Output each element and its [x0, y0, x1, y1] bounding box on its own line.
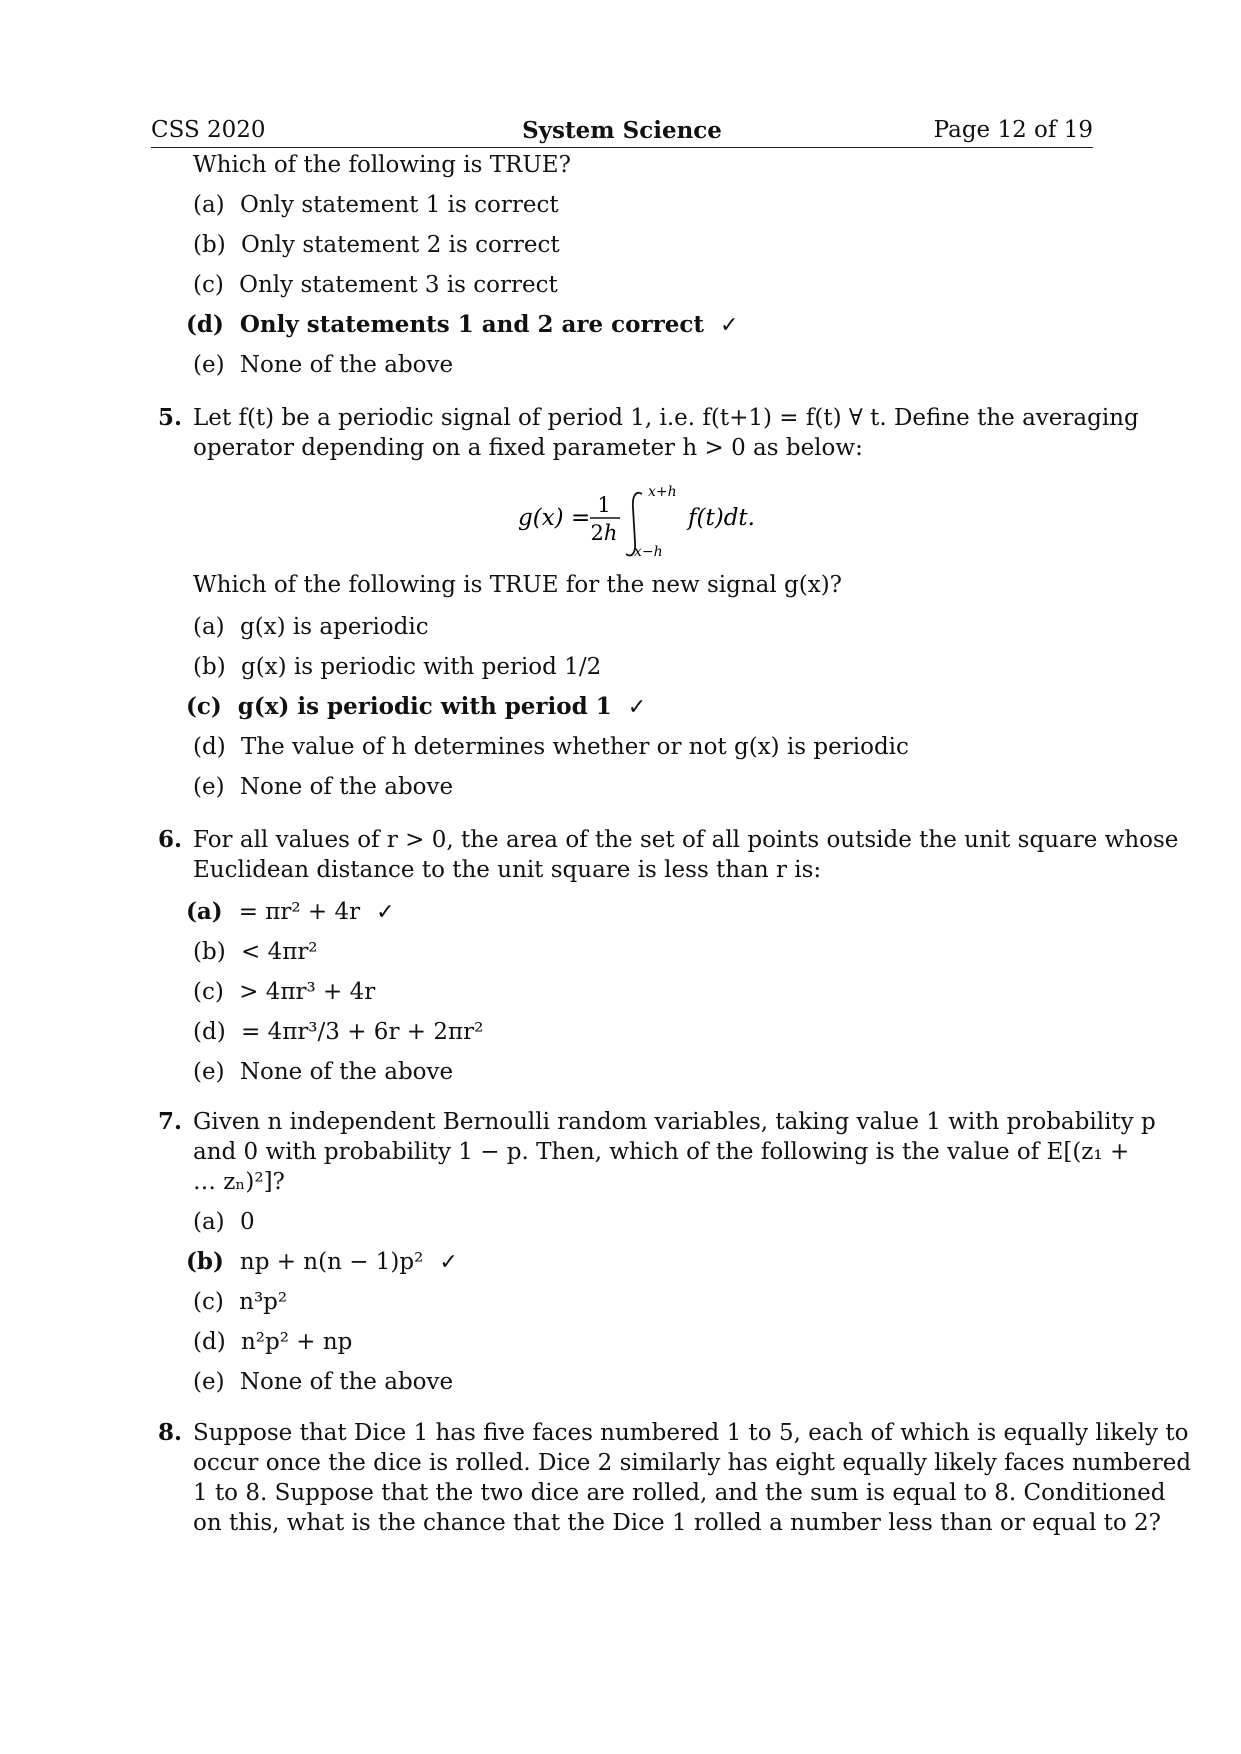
- option-text: Only statement 2 is correct: [240, 232, 560, 258]
- page-number: Page 12 of 19: [933, 117, 1093, 143]
- option-label: (c): [193, 1289, 224, 1315]
- q5-option-c-correct: [186, 692, 646, 723]
- option-label: (b): [193, 654, 226, 680]
- q5-option-b: [193, 652, 601, 682]
- q6-option-b: [193, 937, 318, 967]
- option-text: The value of h determines whether or not g(x) is periodic: [240, 734, 909, 760]
- option-label: (e): [193, 774, 225, 800]
- q6-option-d: [193, 1017, 483, 1047]
- q5-stem-line1: Let f(t) be a periodic signal of period 1, i.e. f(t+1) = f(t) ∀ t. Define the averaging: [193, 405, 1139, 431]
- q6-option-a-correct: [186, 897, 395, 928]
- option-label: (c): [193, 272, 224, 298]
- option-text: = 4πr³/3 + 6r + 2πr²: [240, 1019, 484, 1045]
- q7-option-b-correct: [186, 1247, 458, 1278]
- option-label: (e): [193, 1059, 225, 1085]
- option-text: = πr² + 4r: [238, 899, 361, 925]
- q6-option-e: [193, 1057, 453, 1087]
- option-text: < 4πr²: [240, 939, 318, 965]
- option-text: g(x) is periodic with period 1: [237, 693, 612, 720]
- option-text: n²p² + np: [240, 1329, 353, 1355]
- svg-text:g(x) =: g(x) =: [518, 505, 591, 531]
- q7-number: 7.: [158, 1108, 183, 1135]
- option-text: Only statement 3 is correct: [239, 272, 558, 298]
- q5-option-d: [193, 732, 909, 762]
- q4-option-a: [193, 190, 559, 220]
- q8-stem-line1: Suppose that Dice 1 has five faces numbered 1 to 5, each of which is equally likely to: [193, 1420, 1189, 1446]
- checkmark-icon: ✓: [720, 313, 739, 338]
- svg-text:2h: 2h: [590, 521, 618, 545]
- svg-text:x+h: x+h: [648, 484, 677, 500]
- checkmark-icon: ✓: [627, 695, 647, 720]
- option-text: g(x) is aperiodic: [239, 614, 429, 640]
- option-text: None of the above: [239, 1059, 454, 1085]
- q8-stem-line2: occur once the dice is rolled. Dice 2 similarly has eight equally likely faces numbered: [193, 1450, 1192, 1476]
- option-label: (a): [193, 1209, 225, 1235]
- exam-name: CSS 2020: [151, 117, 266, 143]
- option-label: (b): [193, 232, 226, 258]
- option-label: (c): [186, 693, 222, 720]
- option-label: (d): [193, 1019, 226, 1045]
- option-label: (d): [193, 1329, 226, 1355]
- option-label: (b): [193, 939, 226, 965]
- page-header: [151, 117, 1093, 148]
- svg-text:f(t)dt.: f(t)dt.: [688, 505, 755, 531]
- option-label: (e): [193, 1369, 225, 1395]
- q7-option-c: [193, 1287, 287, 1317]
- option-text: None of the above: [239, 774, 454, 800]
- option-text: g(x) is periodic with period 1/2: [240, 654, 602, 680]
- option-label: (a): [193, 614, 225, 640]
- q6-option-c: [193, 977, 375, 1007]
- option-label: (a): [193, 192, 225, 218]
- q7-option-d: [193, 1327, 352, 1357]
- q4-option-b: [193, 230, 560, 260]
- q5-number: 5.: [158, 404, 183, 431]
- checkmark-icon: ✓: [439, 1250, 458, 1275]
- option-text: np + n(n − 1)p²: [239, 1249, 424, 1275]
- option-label: (e): [193, 352, 225, 378]
- option-text: 0: [239, 1209, 255, 1235]
- integral-equation: [500, 480, 800, 560]
- q5-option-a: [193, 612, 429, 642]
- q8-stem-line4: on this, what is the chance that the Dice 1 rolled a number less than or equal to 2?: [193, 1510, 1162, 1536]
- option-label: (d): [186, 311, 224, 338]
- svg-text:x−h: x−h: [634, 544, 663, 560]
- q4-option-c: [193, 270, 558, 300]
- q5-equation: [500, 480, 800, 560]
- option-label: (c): [193, 979, 224, 1005]
- q7-stem-line3: … zₙ)²]?: [193, 1169, 285, 1195]
- q6-number: 6.: [158, 826, 183, 853]
- option-label: (a): [186, 898, 223, 925]
- option-text: None of the above: [239, 352, 454, 378]
- option-label: (b): [186, 1248, 224, 1275]
- q7-stem-line2: and 0 with probability 1 − p. Then, which of the following is the value of E[(z₁ +: [193, 1139, 1130, 1165]
- q7-option-a: [193, 1207, 255, 1237]
- q7-option-e: [193, 1367, 453, 1397]
- q7-stem-line1: Given n independent Bernoulli random variables, taking value 1 with probability p: [193, 1109, 1156, 1135]
- q4-option-d-correct: [186, 310, 738, 341]
- option-text: Only statement 1 is correct: [239, 192, 559, 218]
- subject-title: System Science: [522, 117, 722, 144]
- option-text: > 4πr³ + 4r: [239, 979, 376, 1005]
- svg-text:1: 1: [597, 493, 611, 517]
- option-text: Only statements 1 and 2 are correct: [239, 311, 704, 338]
- q4-option-e: [193, 350, 453, 380]
- option-text: None of the above: [239, 1369, 454, 1395]
- q4-stem: Which of the following is TRUE?: [193, 152, 571, 178]
- q5-question: Which of the following is TRUE for the new signal g(x)?: [193, 572, 842, 598]
- option-label: (d): [193, 734, 226, 760]
- q5-stem-line2: operator depending on a fixed parameter h > 0 as below:: [193, 435, 863, 461]
- q5-option-e: [193, 772, 453, 802]
- q8-stem-line3: 1 to 8. Suppose that the two dice are rolled, and the sum is equal to 8. Conditioned: [193, 1480, 1166, 1506]
- q8-number: 8.: [158, 1419, 183, 1446]
- q6-stem-line1: For all values of r > 0, the area of the set of all points outside the unit square whose: [193, 827, 1179, 853]
- option-text: n³p²: [239, 1289, 288, 1315]
- q6-stem-line2: Euclidean distance to the unit square is less than r is:: [193, 857, 822, 883]
- checkmark-icon: ✓: [376, 900, 395, 925]
